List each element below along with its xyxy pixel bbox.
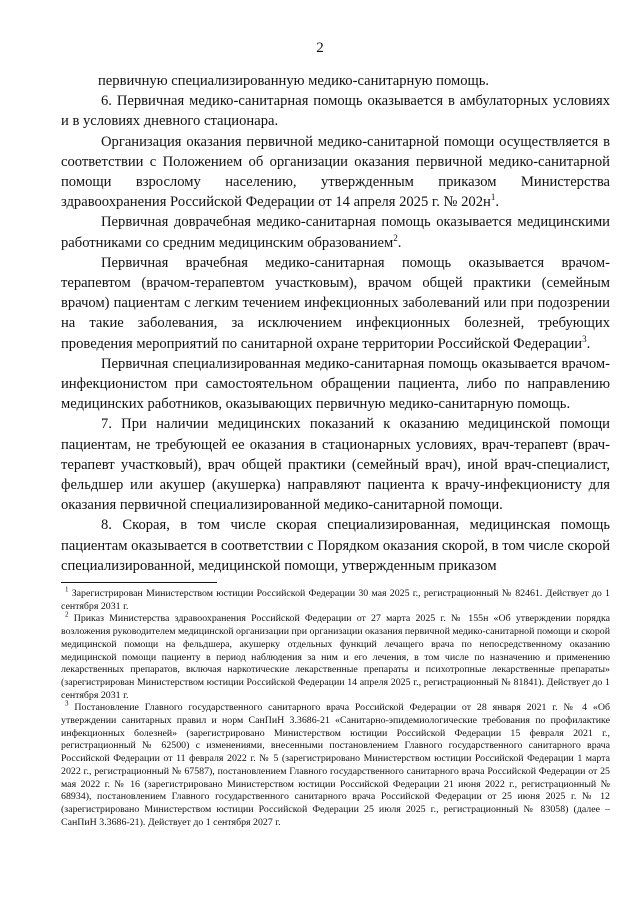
footnote-ref: 3 [582,333,587,344]
footnote-text: Постановление Главного государственного санитарного врача Российской Федерации от 28 января 2021 г. № 4 «Об утверждении санитарных правил и норм СанПиН 3.3686-21 «Санитарно-эпидемиологические требования по профилактике инфекционных болезней» (зарегистрировано Министерством юстиции Российской Федерации 15 февраля 2021 г., регистрационный № 62500) с изменениями, внесенными постановлением Главного государственного санитарного врача Российской Федерации от 11 февраля 2022 г. № 5 (зарегистрировано Министерством юстиции Российской Федерации 1 марта 2022 г., регистрационный № 67587), постановлением Главного государственного санитарного врача Российской Федерации от 25 мая 2022 г. № 16 (зарегистрировано Министерством юстиции Российской Федерации 21 июня 2022 г., регистрационный № 68934), постановлением Главного государственного санитарного врача Российской Федерации от 25 июня 2025 г. № 12 (зарегистрировано Министерством юстиции Российской Федерации 25 июля 2025 г., регистрационный № 83058) (далее – СанПиН 3.3686-21). Действует до 1 сентября 2027 г. [61,702,610,828]
footnote-divider [61,582,217,583]
paragraph-tail: . [586,335,591,352]
footnote [61,613,610,702]
footnote [61,585,610,613]
paragraph-tail: . [397,234,402,251]
paragraph-text: Первичная специализированная медико-санитарная помощь оказывается врачом-инфекционистом при самостоятельном обращении пациента, либо по направлению медицинских работников, оказывающих первичную медико-санитарную помощь. [61,355,610,413]
paragraph [61,515,610,576]
paragraph [61,91,610,131]
footnote-number: 1 [65,585,69,594]
main-text [61,71,610,576]
paragraph-tail: . [495,194,499,211]
paragraph [61,414,610,515]
paragraph [61,132,610,213]
paragraph-text: Первичная врачебная медико-санитарная помощь оказывается врачом-терапевтом (врачом-терапевтом участковым), врачом общей практики (семейным врачом) пациентам с легким течением инфекционных заболеваний или при подозрении на такие заболевания, за исключением инфекционных болезней, требующих проведения мероприятий по санитарной охране территории Российской Федерации [61,254,610,352]
paragraph-text: 6. Первичная медико-санитарная помощь оказывается в амбулаторных условиях и в условиях дневного стационара. [61,93,610,130]
paragraph-text: 7. При наличии медицинских показаний к оказанию медицинской помощи пациентам, не требующей ее оказания в стационарных условиях, врач-терапевт (врач-терапевт участковый), врач общей практики (семейный врач), иной врач-специалист, фельдшер или акушер (акушерка) направляют пациента к врачу-инфекционисту для оказания первичной специализированной медико-санитарной помощи. [61,416,610,514]
paragraph [61,253,610,354]
page-number: 2 [316,40,324,56]
footnote-number: 3 [65,700,69,709]
footnotes [61,585,611,829]
paragraph [61,71,610,91]
footnote-text: Приказ Министерства здравоохранения Российской Федерации от 27 марта 2025 г. № 155н «Об утверждении порядка возложения руководителем медицинской организации при организации оказания первичной медико-санитарной помощи и скорой медицинской помощи на фельдшера, акушерку отдельных функций лечащего врача по непосредственному оказанию медицинской помощи пациенту в период наблюдения за ним и его лечения, в том числе по назначению и применению лекарственных препаратов, включая наркотические лекарственные препараты и психотропные лекарственные препараты» (зарегистрирован Министерством юстиции Российской Федерации 14 апреля 2025 г., регистрационный № 81841). Действует до 1 сентября 2031 г. [61,613,611,701]
paragraph-text: первичную специализированную медико-санитарную помощь. [98,73,490,89]
footnote-text: Зарегистрирован Министерством юстиции Российской Федерации 30 мая 2025 г., регистрационный № 82461. Действует до 1 сентября 2031 г. [61,588,610,612]
paragraph [61,212,610,252]
footnote-ref: 2 [393,232,398,243]
paragraph-text: 8. Скорая, в том числе скорая специализированная, медицинская помощь пациентам оказывается в соответствии с Порядком оказания скорой, в том числе скорой специализированной, медицинской помощи, утвержденным приказом [61,517,610,574]
footnote-ref: 1 [490,192,496,203]
paragraph-text: Организация оказания первичной медико-санитарной помощи осуществляется в соответствии с Положением об организации оказания первичной медико-санитарной помощи взрослому населению, утвержденным приказом Министерства здравоохранения Российской Федерации от 14 апреля 2025 г. № 202н [61,133,610,211]
paragraph-text: Первичная доврачебная медико-санитарная помощь оказывается медицинскими работниками со средним медицинским образованием [61,214,610,251]
footnote [61,702,610,829]
footnote-number: 2 [65,611,69,620]
paragraph [61,354,610,415]
